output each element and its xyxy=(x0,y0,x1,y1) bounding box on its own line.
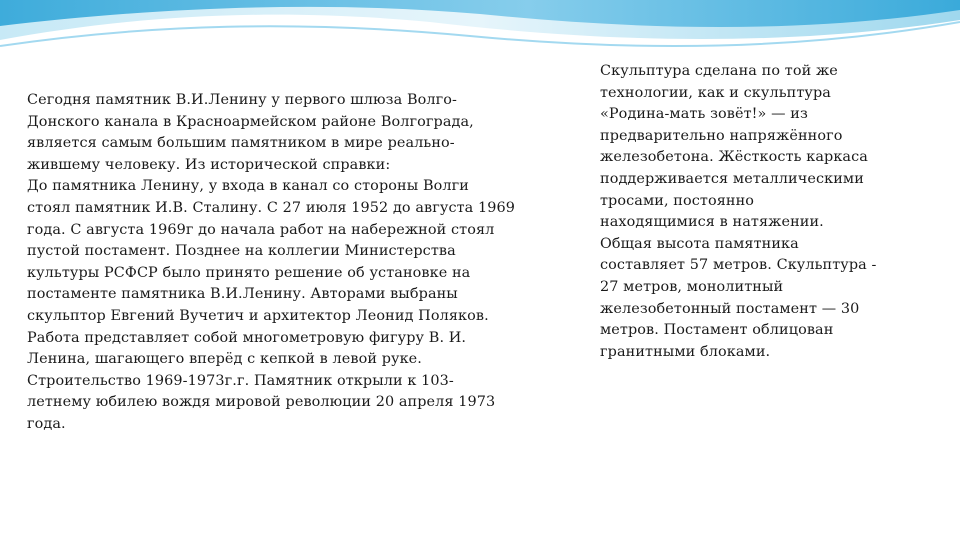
left-line: является самым большим памятником в мире реально- xyxy=(27,135,455,152)
right-line: Скульптура сделана по той же xyxy=(600,63,838,79)
left-line: скульптор Евгений Вучетич и архитектор Леонид Поляков. xyxy=(27,307,489,324)
left-line: Работа представляет собой многометровую фигуру В. И. xyxy=(27,329,467,346)
right-line: поддерживается металлическими xyxy=(600,170,864,187)
right-line: тросами, постоянно xyxy=(600,192,755,209)
right-line: составляет 57 метров. Скульптура - xyxy=(600,257,877,274)
left-text-block xyxy=(27,90,527,436)
left-line: постаменте памятника В.И.Ленину. Авторами выбраны xyxy=(27,286,458,303)
right-line: находящимися в натяжении. xyxy=(600,214,824,231)
right-line: железобетона. Жёсткость каркаса xyxy=(600,149,868,166)
left-line: Ленина, шагающего вперёд с кепкой в левой руке. xyxy=(27,351,422,368)
right-line: 27 метров, монолитный xyxy=(600,278,784,295)
right-text-block xyxy=(600,61,900,363)
left-line: Строительство 1969-1973г.г. Памятник открыли к 103- xyxy=(27,372,454,389)
right-line: гранитными блоками. xyxy=(600,343,771,360)
left-line: летнему юбилею вождя мировой революции 20 апреля 1973 xyxy=(27,394,496,411)
right-line: предварительно напряжённого xyxy=(600,127,843,144)
left-line: пустой постамент. Позднее на коллегии Министерства xyxy=(27,243,456,260)
right-line: «Родина-мать зовёт!» — из xyxy=(600,106,808,123)
left-line: года. С августа 1969г до начала работ на набережной стоял xyxy=(27,221,495,238)
left-line: культуры РСФСР было принято решение об установке на xyxy=(27,264,471,281)
right-line: технологии, как и скульптура xyxy=(600,84,831,101)
right-line: железобетонный постамент — 30 xyxy=(600,300,860,317)
left-line: Сегодня памятник В.И.Ленину у первого шлюза Волго- xyxy=(27,92,458,108)
left-line: Донского канала в Красноармейском районе Волгограда, xyxy=(27,113,474,130)
left-line: стоял памятник И.В. Сталину. С 27 июля 1952 до августа 1969 xyxy=(27,199,516,216)
left-line: До памятника Ленину, у входа в канал со стороны Волги xyxy=(27,178,469,195)
left-line: года. xyxy=(27,415,66,432)
right-line: Общая высота памятника xyxy=(600,235,799,252)
left-line: жившему человеку. Из исторической справки: xyxy=(27,156,391,173)
right-line: метров. Постамент облицован xyxy=(600,322,834,339)
